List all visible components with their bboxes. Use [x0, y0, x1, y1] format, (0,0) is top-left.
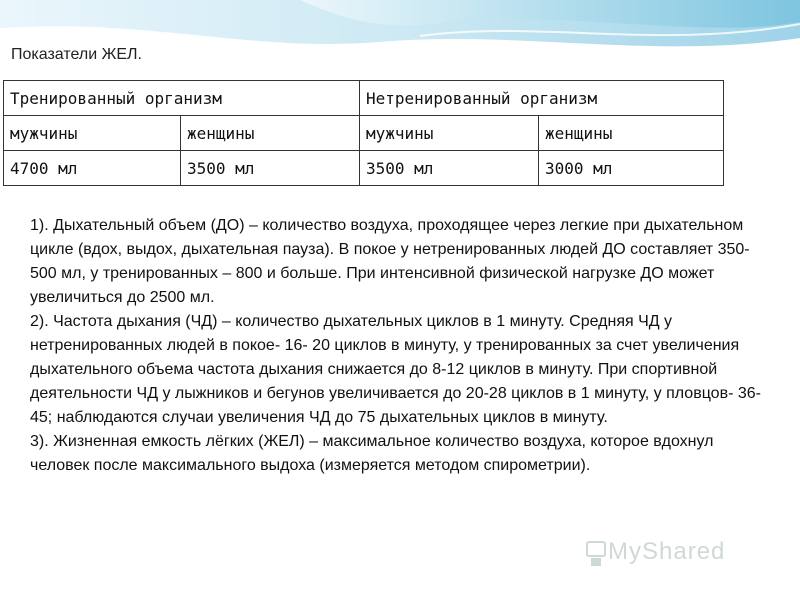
header-wave-decoration — [0, 0, 800, 90]
table-header-row — [4, 81, 724, 116]
table-values-row — [4, 151, 724, 186]
jel-table — [3, 80, 724, 186]
slide-title: Показатели ЖЕЛ. — [11, 46, 142, 63]
subheader-cell: мужчины — [4, 116, 181, 151]
value-cell: 3000 мл — [539, 151, 724, 186]
paragraph-tidal-volume: 1). Дыхательный объем (ДО) – количество воздуха, проходящее через легкие при дыхательном цикле (вдох, выдох, дыхательная пауза). В покое у нетренированных людей ДО составляет 350-500 мл, у тренированных – 800 и больше. При интенсивной физической нагрузке ДО может увеличиться до 2500 мл. — [30, 217, 750, 306]
paragraph-vital-capacity: 3). Жизненная емкость лёгких (ЖЕЛ) – максимальное количество воздуха, которое вдохнул человек после максимального выдоха (измеряется методом спирометрии). — [30, 433, 714, 474]
value-cell: 3500 мл — [360, 151, 539, 186]
watermark-icon — [585, 540, 607, 568]
table-subheader-row — [4, 116, 724, 151]
subheader-cell: женщины — [539, 116, 724, 151]
body-text — [30, 214, 765, 478]
paragraph-respiratory-rate: 2). Частота дыхания (ЧД) – количество дыхательных циклов в 1 минуту. Средняя ЧД у нетренированных людей в покое- 16- 20 циклов в минуту, у тренированных за счет увеличения дыхательного объема частота дыхания снижается до 8-12 циклов в минуту. При спортивной деятельности ЧД у лыжников и бегунов увеличивается до 20-28 циклов в 1 минуту, у пловцов- 36-45; наблюдаются случаи увеличения ЧД до 75 дыхательных циклов в минуту. — [30, 313, 761, 426]
watermark-text: MyShared — [608, 538, 726, 565]
subheader-cell: женщины — [181, 116, 360, 151]
header-trained: Тренированный организм — [4, 81, 360, 116]
value-cell: 4700 мл — [4, 151, 181, 186]
subheader-cell: мужчины — [360, 116, 539, 151]
value-cell: 3500 мл — [181, 151, 360, 186]
header-untrained: Нетренированный организм — [360, 81, 724, 116]
